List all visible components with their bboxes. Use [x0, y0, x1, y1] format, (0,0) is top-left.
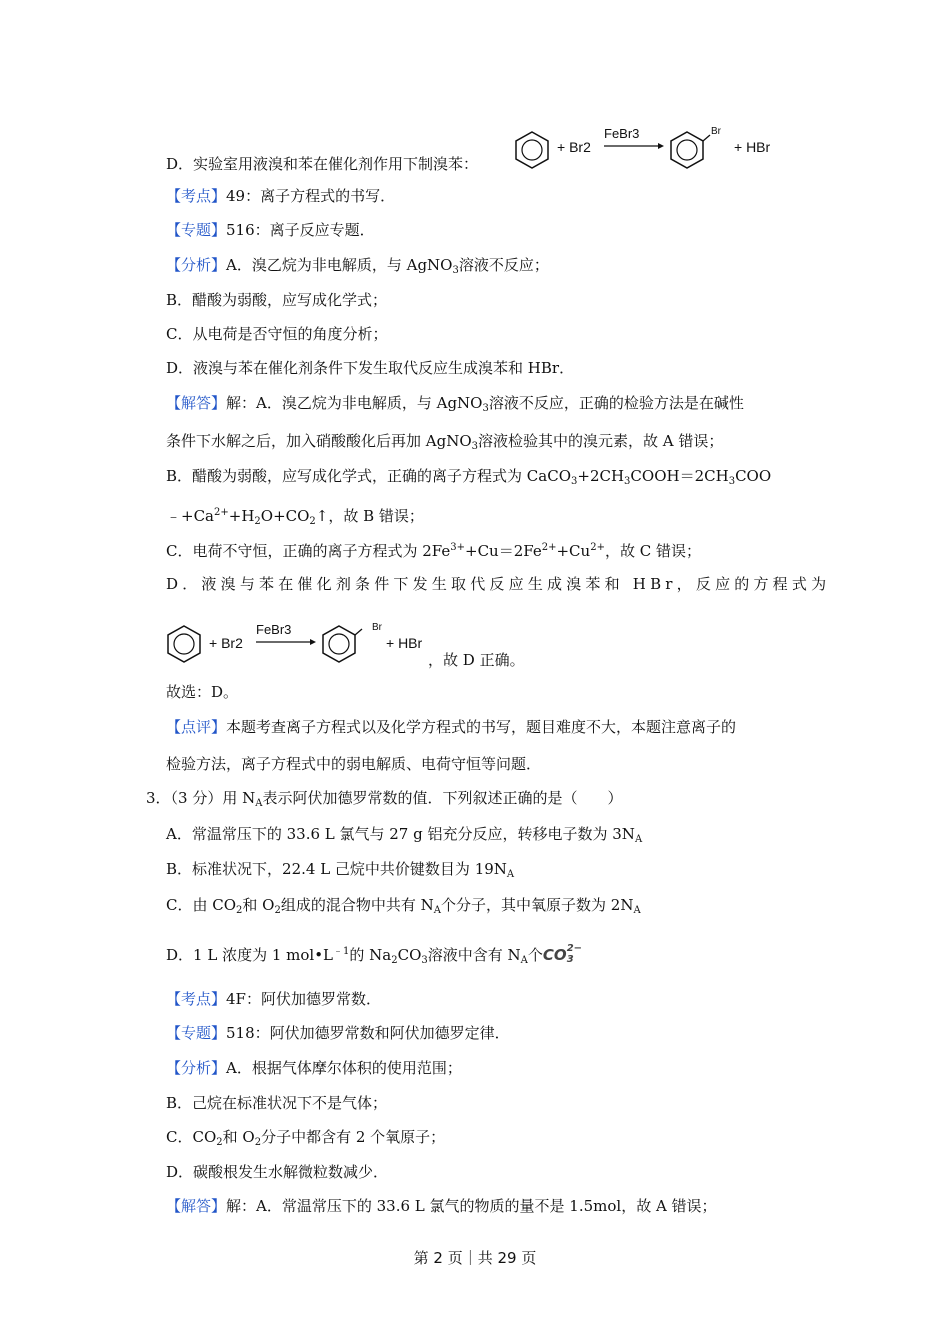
- final-answer: 故选：D。: [166, 683, 239, 701]
- hbr-product-2: + HBr: [386, 635, 423, 651]
- page-footer: 第 2 页｜共 29 页: [413, 1249, 537, 1267]
- analysis-d: D．液溴与苯在催化剂条件下发生取代反应生成溴苯和 HBr．: [166, 359, 575, 377]
- kaodian-line-2: 【考点】4F：阿伏加德罗常数．: [166, 990, 381, 1008]
- answer-c: C．电荷不守恒，正确的离子方程式为 $2Fe^{3+}+Cu=2Fe^{2+}+Cu^{2+}$，故 C 错误；: [166, 542, 701, 560]
- dianping-line: 【点评】本题考查离子方程式以及化学方程式的书写，题目难度不大，本题注意离子的: [166, 718, 737, 736]
- answer-a-cont: 条件下水解之后，加入硝酸酸化后再加 AgNO$_3$溶液检验其中的溴元素，故 A 错误；: [166, 432, 724, 452]
- bromine-reagent-2: + Br2: [209, 635, 243, 651]
- zhuanti-line: 【专题】516：离子反应专题．: [166, 221, 375, 239]
- analysis-d-2: D．碳酸根发生水解微粒数减少．: [166, 1163, 389, 1181]
- bromo-substituent-2: Br: [372, 622, 382, 633]
- carbonate-ion: CO 2− 3: [542, 943, 583, 965]
- analysis-b-2: B．己烷在标准状况下不是气体；: [166, 1094, 388, 1112]
- answer-d: D．液溴与苯在催化剂条件下发生取代反应生成溴苯和 HBr，反应的方程式为: [166, 575, 831, 593]
- jieda-line: 【解答】解：A．溴乙烷为非电解质，与 AgNO$_3$溶液不反应，正确的检验方法是在碱性: [166, 394, 744, 414]
- fenxi-line-2: 【分析】A．根据气体摩尔体积的使用范围；: [166, 1059, 462, 1077]
- question-3-stem: 3．（3 分）用 $N_A$表示阿伏加德罗常数的值．下列叙述正确的是（ ）: [146, 789, 623, 809]
- answer-b: B．醋酸为弱酸，应写成化学式，正确的离子方程式为 $CaCO_3+2CH_3COOH=2CH_3COO$: [166, 467, 772, 487]
- reaction-equation-bottom: [164, 620, 444, 670]
- option-a: A．常温常压下的 33.6 L 氯气与 27 g 铝充分反应，转移电子数为 $3N_A$: [166, 825, 643, 845]
- analysis-c: C．从电荷是否守恒的角度分析；: [166, 325, 388, 343]
- option-c: C．由 $CO_2$和 $O_2$组成的混合物中共有 $N_A$个分子，其中氧原子数为 $2N_A$: [166, 896, 641, 916]
- answer-b-cont: $﹣+Ca^{2+}+H_2O+CO_2↑$，故 B 错误；: [166, 507, 424, 527]
- option-d-text: D．实验室用液溴和苯在催化剂作用下制溴苯：: [166, 155, 479, 173]
- bromine-reagent: + Br2: [557, 139, 591, 155]
- fenxi-line: 【分析】A．溴乙烷为非电解质，与 AgNO$_3$溶液不反应；: [166, 256, 549, 276]
- analysis-b: B．醋酸为弱酸，应写成化学式；: [166, 291, 388, 309]
- option-d: D．1 L 浓度为 1 $mol•L^{﹣1}$的 $Na_2CO_3$溶液中含有 $N_A$个CO 2− 3: [166, 942, 587, 971]
- answer-d-end: ，故 D 正确。: [428, 651, 525, 669]
- bromo-substituent: Br: [711, 126, 721, 137]
- kaodian-line: 【考点】49：离子方程式的书写．: [166, 187, 396, 205]
- hbr-product: + HBr: [734, 139, 771, 155]
- jieda-line-2: 【解答】解：A．常温常压下的 33.6 L 氯气的物质的量不是 1.5mol，故 A 错误；: [166, 1197, 717, 1215]
- option-b: B．标准状况下，22.4 L 己烷中共价键数目为 $19N_A$: [166, 860, 515, 880]
- zhuanti-line-2: 【专题】518：阿伏加德罗常数和阿伏加德罗定律．: [166, 1024, 510, 1042]
- catalyst-label-2: FeBr3: [256, 622, 292, 637]
- reaction-equation-top: [512, 124, 792, 174]
- analysis-c-2: C．$CO_2$和 $O_2$分子中都含有 2 个氧原子；: [166, 1128, 446, 1148]
- dianping-cont: 检验方法，离子方程式中的弱电解质、电荷守恒等问题．: [166, 755, 542, 773]
- catalyst-label: FeBr3: [604, 126, 640, 141]
